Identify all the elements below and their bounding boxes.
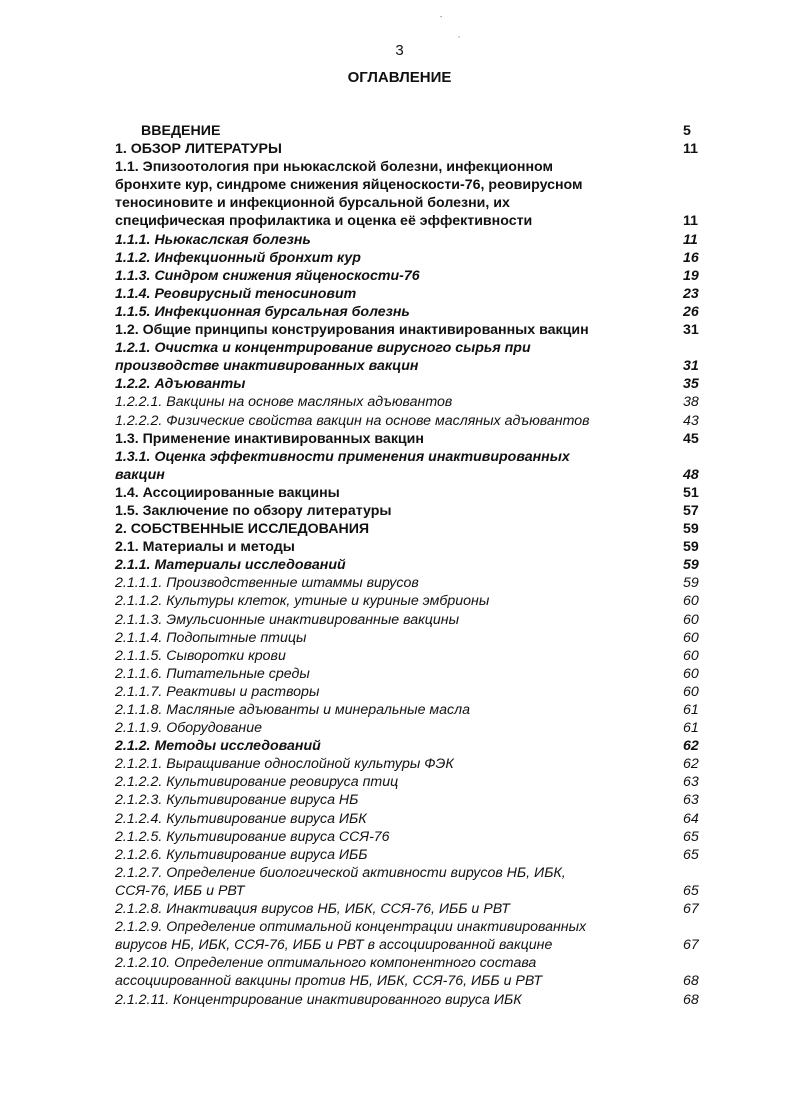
toc-entry [115,647,715,665]
toc-entry [115,900,715,918]
toc-entry-page: 43 [683,412,699,429]
toc-entry-title: 1.1. Эпизоотология при ньюкаслской болезни, инфекционном бронхите кур, синдроме снижения яйценоскости-76, реовирусном теносиновите и инфекционной бурсальной болезни, их специфическая профилактика и оценка её эффективности [115,159,583,230]
toc-entry [115,918,715,954]
toc-entry-page: 62 [683,756,699,773]
toc-entry-page: 63 [683,792,699,809]
toc-entry-page: 64 [683,810,699,827]
toc-entry-page: 26 [683,303,699,320]
toc-entry-title: 2.1.2. Методы исследований [115,738,321,755]
toc-entry [115,991,715,1009]
toc-entry-page: 59 [683,557,699,574]
toc-entry-title: 2.1.1.9. Оборудование [115,720,262,737]
toc-entry-title: 2.1. Материалы и методы [115,539,295,556]
toc-entry-page: 11 [683,213,698,230]
toc-entry [115,393,715,411]
toc-entry-title: 2.1.2.11. Концентрирование инактивированного вируса ИБК [115,991,522,1008]
toc-entry-page: 60 [683,629,699,646]
toc-entry-page: 59 [683,539,699,556]
toc-entry-page: 23 [683,285,699,302]
page-number: 3 [395,42,404,59]
toc-entry-page: 35 [683,376,699,393]
toc-entry-title: 2.1.2.3. Культивирование вируса НБ [115,792,359,809]
toc-entry-page: 48 [683,466,699,483]
scan-speck: , [458,32,460,39]
toc-entry-title: 1.1.4. Реовирусный теносиновит [115,285,357,302]
toc-entry [115,448,715,484]
table-of-contents [115,122,715,1009]
toc-entry [115,339,715,375]
toc-entry [115,611,715,629]
toc-entry-page: 62 [683,738,699,755]
toc-entry [115,846,715,864]
toc-entry [115,592,715,610]
toc-entry [115,158,715,230]
toc-entry-page: 59 [683,575,699,592]
toc-entry-title: 1.2. Общие принципы конструирования инактивированных вакцин [115,322,589,339]
toc-entry-title: 2.1.1.2. Культуры клеток, утиные и куриные эмбрионы [115,593,490,610]
toc-entry [115,303,715,321]
toc-entry [115,574,715,592]
page-title: ОГЛАВЛЕНИЕ [347,69,452,86]
toc-entry-page: 59 [683,521,699,538]
toc-entry-page: 60 [683,683,699,700]
toc-entry-page: 61 [683,702,699,718]
toc-entry-title: 2. СОБСТВЕННЫЕ ИССЛЕДОВАНИЯ [115,521,370,538]
toc-entry [115,773,715,791]
toc-entry [115,828,715,846]
toc-entry-title: 1.2.1. Очистка и концентрирование вирусного сырья при производстве инактивированных вакцин [115,340,531,375]
toc-entry-page: 61 [683,720,699,737]
toc-entry [115,683,715,701]
toc-entry-page: 19 [683,267,699,284]
toc-entry [115,321,715,339]
toc-entry-title: 1.1.3. Синдром снижения яйценоскости-76 [115,267,420,284]
toc-entry [115,737,715,755]
toc-entry [115,719,715,737]
toc-entry-page: 63 [683,774,699,791]
toc-entry-title: 1.3. Применение инактивированных вакцин [115,430,424,447]
toc-entry [115,701,715,719]
toc-entry-title: 2.1.2.2. Культивирование реовируса птиц [115,774,399,791]
toc-entry-title: 2.1.2.7. Определение биологической активности вирусов НБ, ИБК, ССЯ-76, ИББ и РВТ [115,864,566,899]
toc-entry-page: 38 [683,394,699,411]
toc-entry-title: 1.2.2.1. Вакцины на основе масляных адъювантов [115,394,453,411]
toc-entry [115,375,715,393]
toc-entry [115,231,715,249]
toc-entry-title: 1.2.2.2. Физические свойства вакцин на основе масляных адъювантов [115,412,590,429]
toc-entry [115,412,715,430]
toc-entry [115,755,715,773]
toc-entry [115,484,715,502]
toc-entry-page: 60 [683,593,699,610]
toc-entry-page: 11 [683,231,698,248]
toc-entry-title: 2.1.2.4. Культивирование вируса ИБК [115,810,367,827]
toc-entry-title: 1.1.5. Инфекционная бурсальная болезнь [115,303,410,320]
toc-entry-title: 2.1.1.8. Масляные адъюванты и минеральные масла [115,702,471,718]
toc-entry [115,267,715,285]
toc-entry-title: 2.1.1.4. Подопытные птицы [115,629,307,646]
toc-entry-page: 31 [683,322,699,339]
toc-entry-title: 1.1.2. Инфекционный бронхит кур [115,249,361,266]
toc-entry [115,791,715,809]
toc-entry-title: 2.1.2.8. Инактивация вирусов НБ, ИБК, ССЯ-76, ИББ и РВТ [115,901,510,918]
toc-entry-title: 2.1.1. Материалы исследований [115,557,346,574]
toc-entry [115,502,715,520]
toc-entry [115,556,715,574]
toc-entry-page: 65 [683,882,699,899]
toc-entry-page: 57 [683,502,699,519]
toc-entry-page: 16 [683,249,699,266]
toc-entry-title: 2.1.1.3. Эмульсионные инактивированные вакцины [115,611,460,628]
toc-entry [115,285,715,303]
toc-entry-title: 1.3.1. Оценка эффективности применения инактивированных вакцин [115,448,570,483]
toc-entry [115,520,715,538]
toc-entry-page: 67 [683,937,699,954]
toc-entry-title: 2.1.2.10. Определение оптимального компонентного состава ассоциированной вакцины против НБ, ИБК, ССЯ-76, ИББ и РВТ [115,955,543,990]
toc-entry [115,538,715,556]
toc-entry [115,122,715,140]
toc-entry-title: 1.2.2. Адъюванты [115,376,246,393]
toc-entry-title: 2.1.2.9. Определение оптимальной концентрации инактивированных вирусов НБ, ИБК, ССЯ-76, ИББ и РВТ в ассоциированной вакцине [115,919,587,954]
toc-entry [115,140,715,158]
scan-speck: - [440,14,443,21]
toc-entry-page: 65 [683,828,699,845]
toc-entry-page: 45 [683,430,699,447]
toc-entry-page: 11 [683,141,698,158]
toc-entry [115,249,715,267]
toc-entry [115,864,715,900]
toc-entry-page: 65 [683,846,699,863]
toc-entry-title: 2.1.2.1. Выращивание однослойной культуры ФЭК [115,756,454,773]
toc-entry-page: 60 [683,665,699,682]
toc-entry-title: 2.1.1.5. Сыворотки крови [115,647,286,664]
toc-entry-page: 31 [683,358,699,375]
toc-entry-page: 68 [683,991,699,1008]
toc-entry-title: 2.1.1.7. Реактивы и растворы [115,683,320,700]
toc-entry-page: 60 [683,647,699,664]
toc-entry-page: 51 [683,484,699,501]
toc-entry-title: 2.1.2.6. Культивирование вируса ИББ [115,846,368,863]
toc-entry-title: ВВЕДЕНИЕ [141,123,221,139]
toc-entry-page: 68 [683,973,699,990]
toc-entry [115,629,715,647]
toc-entry-title: 2.1.2.5. Культивирование вируса ССЯ-76 [115,828,390,845]
toc-entry-title: 2.1.1.1. Производственные штаммы вирусов [115,575,419,592]
toc-entry-page: 60 [683,611,699,628]
toc-entry-title: 1.4. Ассоциированные вакцины [115,484,340,501]
toc-entry-title: 2.1.1.6. Питательные среды [115,665,310,682]
toc-entry-title: 1.1.1. Ньюкаслская болезнь [115,231,311,248]
toc-entry [115,665,715,683]
toc-entry-page: 5 [683,123,691,139]
toc-entry-title: 1.5. Заключение по обзору литературы [115,502,392,519]
toc-entry [115,430,715,448]
toc-entry [115,810,715,828]
toc-entry [115,954,715,990]
toc-entry-page: 67 [683,901,699,918]
toc-entry-title: 1. ОБЗОР ЛИТЕРАТУРЫ [115,141,282,158]
